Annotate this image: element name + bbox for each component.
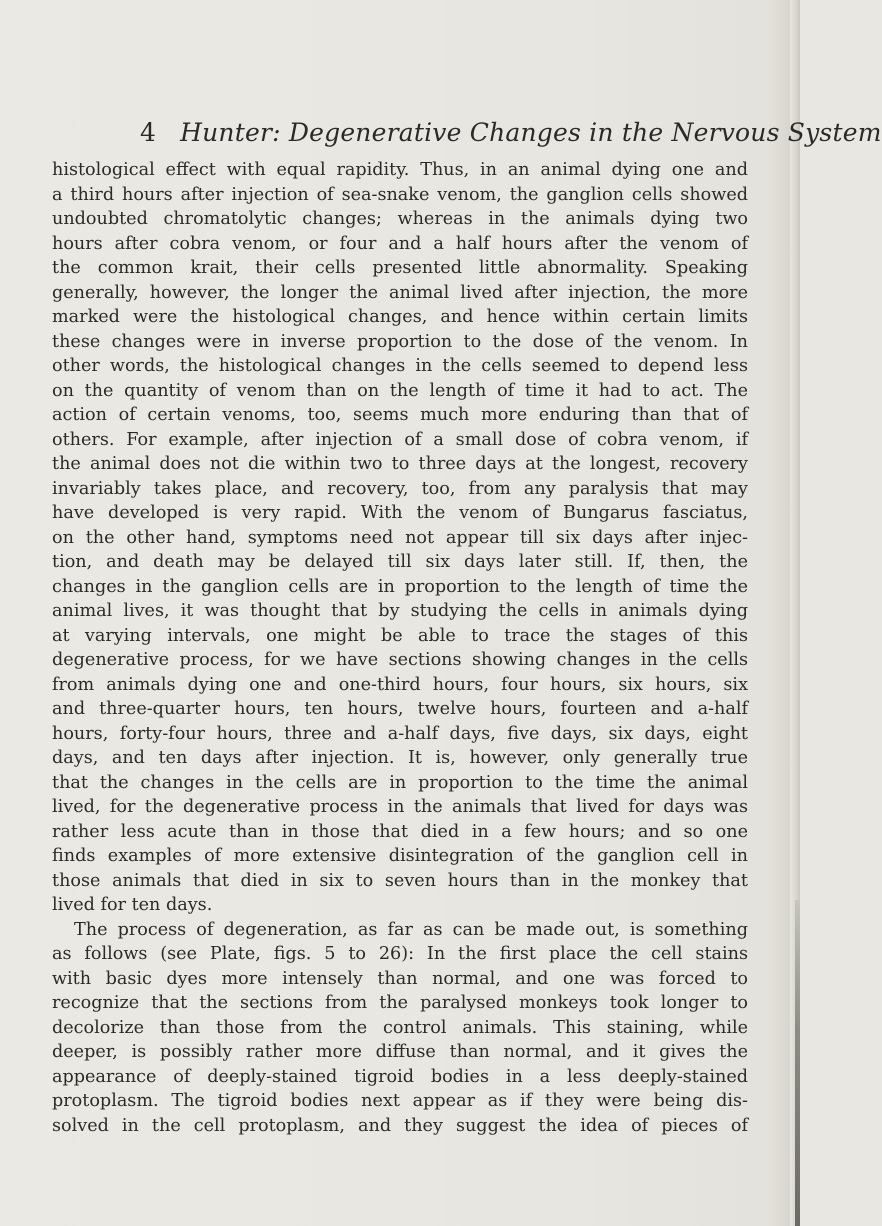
text-line: that the changes in the cells are in proportion to the time the animal [52, 772, 748, 793]
text-line: histological effect with equal rapidity. Thus, in an animal dying one and [52, 160, 748, 180]
text-line: hours, forty-four hours, three and a-half days, five days, six days, eight [52, 723, 748, 744]
text-line: degenerative process, for we have sections showing changes in the cells [52, 650, 748, 670]
text-line: recognize that the sections from the paralysed monkeys took longer to [52, 993, 748, 1013]
text-line: other words, the histological changes in the cells seemed to depend less [52, 356, 748, 376]
text-line: the common krait, their cells presented little abnormality. Speaking [52, 258, 748, 278]
page-number: 4 [140, 118, 157, 147]
paragraph-start-line: The process of degeneration, as far as can be made out, is something [74, 919, 748, 940]
text-line: finds examples of more extensive disintegration of the ganglion cell in [52, 846, 748, 866]
text-line: at varying intervals, one might be able to trace the stages of this [52, 625, 748, 646]
text-line: have developed is very rapid. With the venom of Bungarus fasciatus, [52, 503, 748, 523]
text-line: a third hours after injection of sea-snake venom, the ganglion cells showed [52, 184, 748, 205]
text-line: days, and ten days after injection. It is, however, only generally true [52, 748, 748, 768]
running-header [140, 118, 882, 154]
text-line: and three-quarter hours, ten hours, twelve hours, fourteen and a-half [52, 699, 748, 719]
text-line: with basic dyes more intensely than normal, and one was forced to [52, 968, 748, 989]
text-line: as follows (see Plate, figs. 5 to 26): In the first place the cell stains [52, 944, 748, 964]
page-gutter-shadow [795, 900, 800, 1226]
body-text [52, 158, 748, 1138]
text-line: hours after cobra venom, or four and a half hours after the venom of [52, 233, 748, 254]
text-line: on the quantity of venom than on the length of time it had to act. The [52, 380, 748, 401]
text-line: rather less acute than in those that died in a few hours; and so one [52, 821, 748, 842]
text-line: from animals dying one and one-third hours, four hours, six hours, six [52, 674, 748, 695]
text-line: on the other hand, symptoms need not appear till six days after injec- [52, 527, 748, 548]
text-line: appearance of deeply-stained tigroid bodies in a less deeply-stained [52, 1066, 748, 1087]
text-line: these changes were in inverse proportion to the dose of the venom. In [52, 331, 748, 352]
text-line: deeper, is possibly rather more diffuse than normal, and it gives the [52, 1042, 748, 1062]
text-line: invariably takes place, and recovery, too, from any paralysis that may [52, 478, 748, 499]
text-line: animal lives, it was thought that by studying the cells in animals dying [52, 601, 748, 621]
text-line: changes in the ganglion cells are in proportion to the length of time the [52, 576, 748, 597]
text-line: those animals that died in six to seven hours than in the monkey that [52, 870, 748, 891]
text-line: tion, and death may be delayed till six days later still. If, then, the [52, 552, 748, 572]
running-title: Hunter: Degenerative Changes in the Nervous System [180, 118, 882, 147]
text-line: decolorize than those from the control animals. This staining, while [52, 1017, 748, 1038]
text-line: action of certain venoms, too, seems much more enduring than that of [52, 405, 748, 425]
text-line: others. For example, after injection of a small dose of cobra venom, if [52, 429, 748, 450]
paragraph-end-line: lived for ten days. [52, 895, 213, 915]
text-line: protoplasm. The tigroid bodies next appear as if they were being dis- [52, 1091, 748, 1111]
text-line: solved in the cell protoplasm, and they suggest the idea of pieces of [52, 1115, 748, 1136]
text-line: generally, however, the longer the animal lived after injection, the more [52, 282, 748, 303]
text-line: lived, for the degenerative process in the animals that lived for days was [52, 797, 748, 817]
text-line: marked were the histological changes, and hence within certain limits [52, 307, 748, 327]
text-line: undoubted chromatolytic changes; whereas in the animals dying two [52, 209, 748, 229]
text-line: the animal does not die within two to three days at the longest, recovery [52, 454, 748, 474]
